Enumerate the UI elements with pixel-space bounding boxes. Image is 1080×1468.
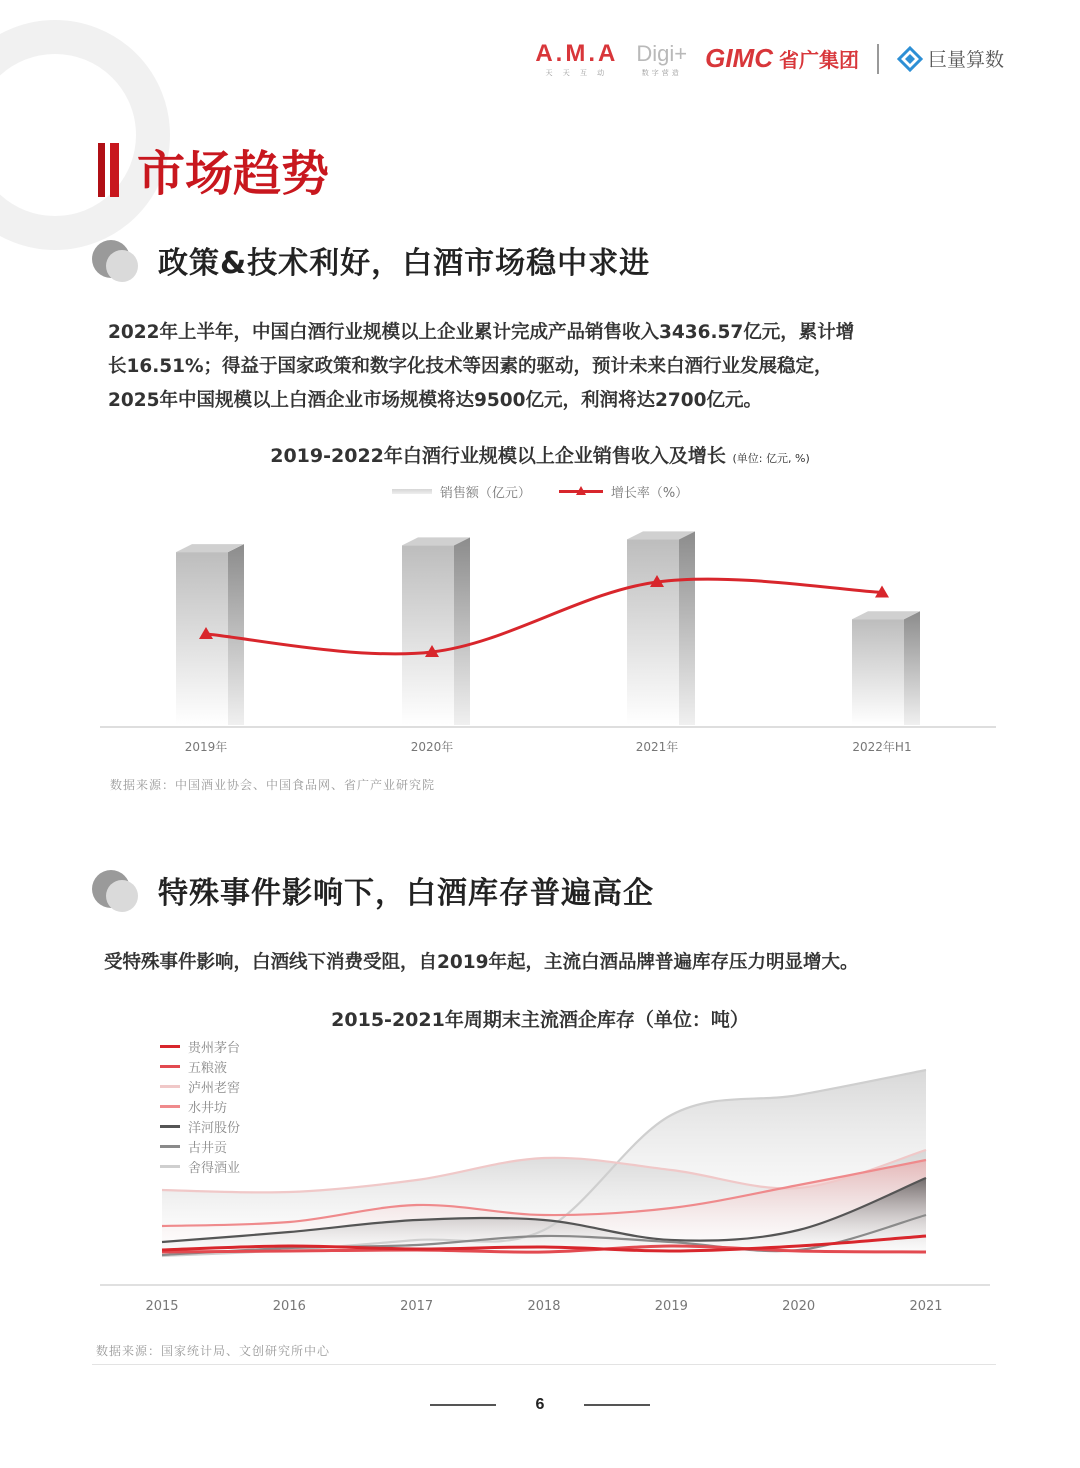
section1-source: 数据来源：中国酒业协会、中国食品网、省广产业研究院 [110,778,436,792]
circle-bullet-icon [92,240,138,280]
chart1-bar [852,619,904,725]
section1-line-2: 长16.51%；得益于国家政策和数字化技术等因素的驱动，预计未来白酒行业发展稳定， [108,356,833,377]
chart2-legend-label: 泸州老窖 [188,1080,241,1096]
section2-paragraph: 受特殊事件影响，白酒线下消费受阻，自2019年起，主流白酒品牌普遍库存压力明显增大。 [104,952,859,973]
chart1-legend-bar-label: 销售额（亿元） [439,486,531,501]
chart1-legend [0,482,1080,501]
chart1-bar-side [679,531,695,725]
ama-logo-text: A.M.A [535,40,619,67]
bottom-divider [92,1364,996,1365]
chart2-x-label: 2018 [527,1299,561,1314]
logo-separator [877,44,879,74]
page-title [98,135,329,204]
jk-logo [897,45,1004,72]
bar-swatch-icon [392,489,432,494]
chart1-x-label: 2022年H1 [852,740,912,754]
section1-heading-text: 政策&技术利好，白酒市场稳中求进 [158,246,651,281]
chart1-bar [402,545,454,725]
digi-logo-text: Digi+ [636,40,688,66]
chart1-title-unit: (单位: 亿元, %) [732,452,810,465]
gimc-logo [705,43,859,74]
chart1-legend-bar [392,482,531,501]
section1-line-3: 2025年中国规模以上白酒企业市场规模将达9500亿元，利润将达2700亿元。 [108,390,762,411]
header-logos [535,40,1004,77]
footer-dash-right [584,1404,650,1406]
section1-line-1: 2022年上半年，中国白酒行业规模以上企业累计完成产品销售收入3436.57亿元，累计增 [108,322,855,343]
chart2-x-label: 2015 [145,1299,179,1314]
section1-heading [92,238,650,282]
chart2-plot [0,1020,1080,1350]
jk-diamond-icon [897,46,923,72]
chart2-x-label: 2020 [782,1299,816,1314]
chart2-legend-label: 洋河股份 [188,1120,241,1136]
jk-logo-cn: 巨量算数 [927,49,1004,71]
chart2-x-label: 2019 [654,1299,688,1314]
section2-source: 数据来源：国家统计局、文创研究所中心 [96,1344,331,1358]
chart1-legend-line [559,482,688,501]
section2-heading-text: 特殊事件影响下，白酒库存普遍高企 [158,876,654,911]
chart1-bar [627,539,679,725]
chart1-plot [0,500,1080,770]
chart2-legend-label: 五粮液 [188,1060,228,1076]
title-bars-icon [98,143,119,197]
chart1-x-label: 2021年 [635,740,679,754]
chart1-title-text: 2019-2022年白酒行业规模以上企业销售收入及增长 [270,445,726,467]
chart2-legend-label: 古井贡 [188,1140,228,1156]
page-footer [0,1396,1080,1414]
chart2-x-label: 2017 [400,1299,434,1314]
page-title-text: 市场趋势 [137,146,330,202]
chart1-x-label: 2019年 [184,740,228,754]
page-number: 6 [535,1396,545,1413]
gimc-logo-cn: 省广集团 [778,48,859,72]
line-swatch-icon [559,490,603,493]
digi-logo-sub: 数字营造 [641,68,682,77]
chart1-x-label: 2020年 [410,740,454,754]
chart1-growth-line [206,579,882,654]
chart1-bar-side [904,611,920,725]
chart2-legend-label: 舍得酒业 [188,1160,241,1176]
chart2-legend-label: 贵州茅台 [188,1040,241,1056]
gimc-logo-text: GIMC [705,43,773,73]
ama-logo-sub: 天 天 互 动 [545,69,609,77]
section1-paragraph [108,316,998,418]
chart2-x-label: 2016 [272,1299,306,1314]
chart1-title [0,441,1080,468]
chart1-bar-side [454,537,470,725]
circle-bullet-icon [92,870,138,910]
footer-dash-left [430,1404,496,1406]
section2-heading [92,868,654,912]
ama-logo [535,40,618,77]
chart1-legend-line-label: 增长率（%） [610,486,689,501]
chart2-legend-label: 水井坊 [188,1100,228,1116]
chart2-title: 2015-2021年周期末主流酒企库存（单位：吨） [331,1009,749,1031]
chart1-bar-side [228,544,244,725]
digi-logo [636,41,687,77]
chart2-x-label: 2021 [909,1299,943,1314]
